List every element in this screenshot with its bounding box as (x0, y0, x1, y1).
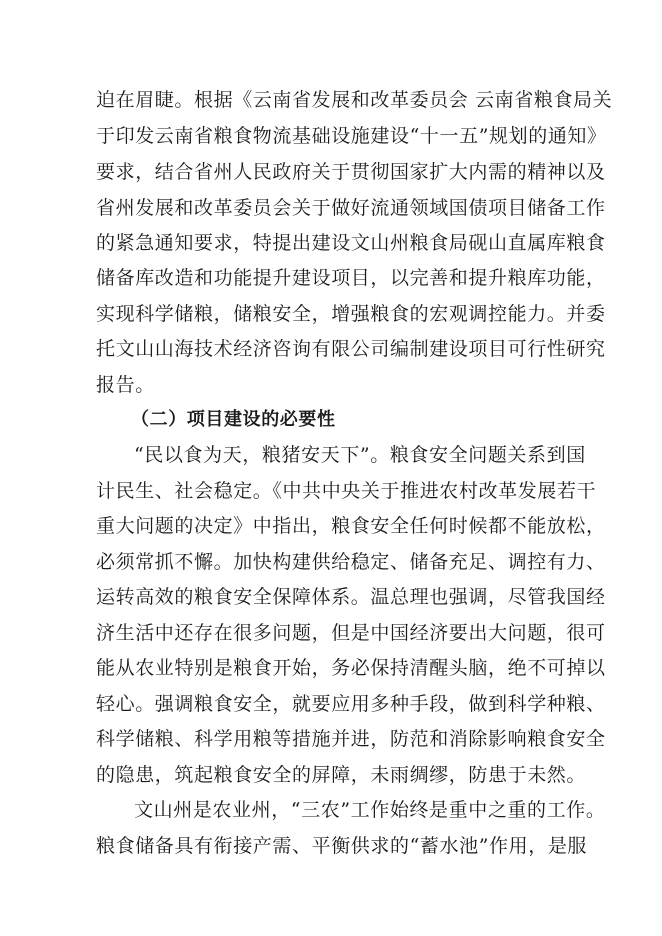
paragraph-line: 轻心。强调粮食安全，就要应用多种手段，做到科学种粮、 (96, 693, 606, 715)
paragraph-line: 计民生、社会稳定。《中共中央关于推进农村改革发展若干 (96, 480, 597, 502)
paragraph-line: 能从农业特别是粮食开始，务必保持清醒头脑，绝不可掉以 (96, 657, 606, 679)
paragraph-line: 粮食储备具有衔接产需、平衡供求的“蓄水池”作用，是服 (96, 835, 588, 857)
paragraph-line: 运转高效的粮食安全保障体系。温总理也强调，尽管我国经 (96, 586, 606, 608)
paragraph-line: 要求，结合省州人民政府关于贯彻国家扩大内需的精神以及 (96, 161, 606, 183)
paragraph-line: 济生活中还存在很多问题，但是中国经济要出大问题，很可 (96, 622, 606, 644)
paragraph-line: 报告。 (96, 374, 155, 396)
paragraph-line: 的紧急通知要求，特提出建设文山州粮食局砚山直属库粮食 (96, 232, 606, 254)
paragraph-first-line: 文山州是农业州，“三农”工作始终是重中之重的工作。 (134, 799, 606, 821)
paragraph-line: 托文山山海技术经济咨询有限公司编制建设项目可行性研究 (96, 338, 606, 360)
paragraph-line: 必须常抓不懈。加快构建供给稳定、储备充足、调控有力、 (96, 551, 606, 573)
section-heading: （二）项目建设的必要性 (131, 409, 336, 430)
paragraph-line: 科学储粮、科学用粮等措施并进，防范和消除影响粮食安全 (96, 728, 606, 750)
paragraph-line: 省州发展和改革委员会关于做好流通领域国债项目储备工作 (96, 197, 606, 219)
paragraph-line: 重大问题的决定》中指出，粮食安全任何时候都不能放松， (96, 515, 606, 537)
paragraph-line: 实现科学储粮，储粮安全，增强粮食的宏观调控能力。并委 (96, 303, 606, 325)
paragraph-line: 储备库改造和功能提升建设项目，以完善和提升粮库功能， (96, 267, 606, 289)
paragraph-line: 迫在眉睫。根据《云南省发展和改革委员会 云南省粮食局关 (96, 89, 613, 111)
paragraph-line: 于印发云南省粮食物流基础设施建设“十一五”规划的通知》 (96, 125, 607, 147)
paragraph-first-line: “民以食为天，粮猪安天下”。粮食安全问题关系到国 (134, 444, 586, 466)
paragraph-line: 的隐患，筑起粮食安全的屏障，未雨绸缪，防患于未然。 (96, 764, 587, 786)
